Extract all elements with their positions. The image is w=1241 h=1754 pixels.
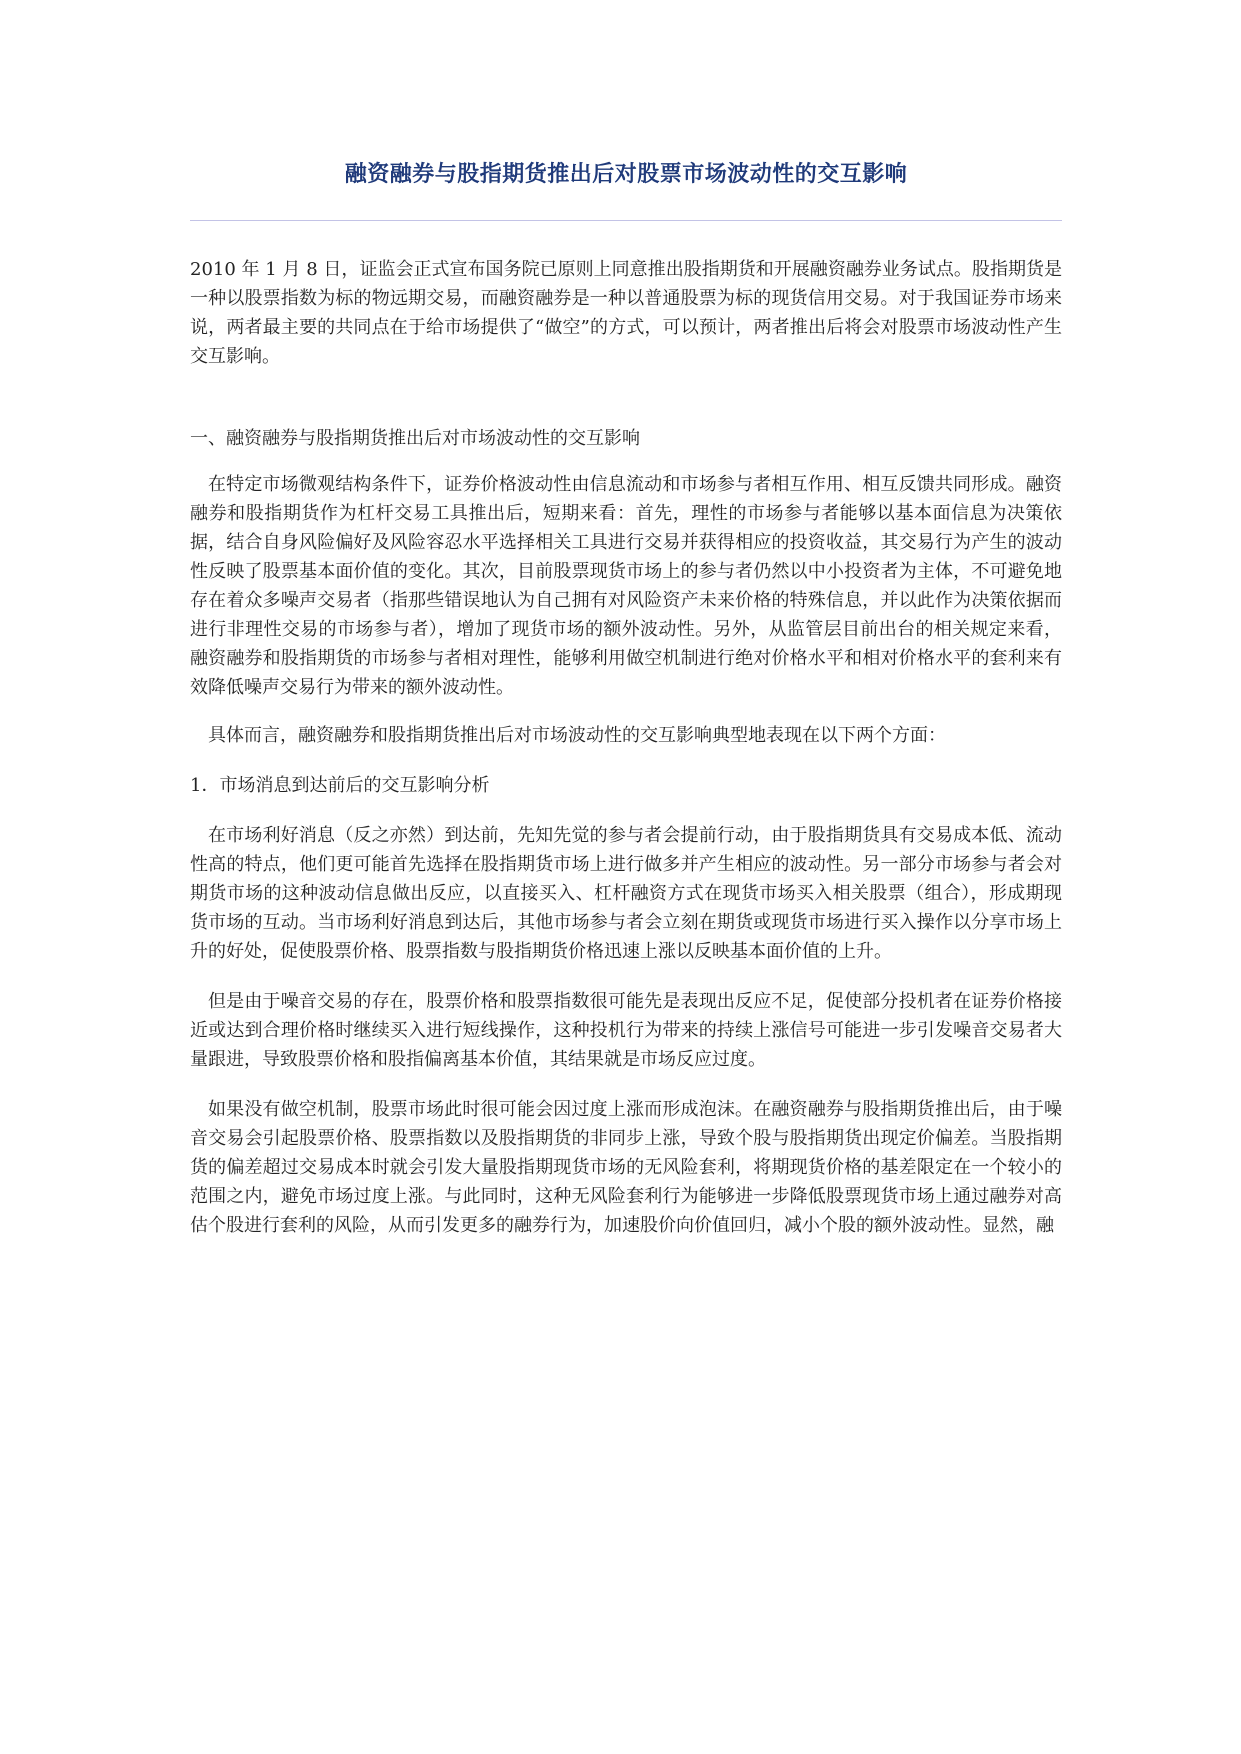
paragraph-before-news: 在市场利好消息（反之亦然）到达前，先知先觉的参与者会提前行动，由于股指期货具有交易成本低、流动性高的特点，他们更可能首先选择在股指期货市场上进行做多并产生相应的波动性。另一部分市场参与者会对期货市场的这种波动信息做出反应，以直接买入、杠杆融资方式在现货市场买入相关股票（组合），形成期现货市场的互动。当市场利好消息到达后，其他市场参与者会立刻在期货或现货市场进行买入操作以分享市场上升的好处，促使股票价格、股票指数与股指期货价格迅速上涨以反映基本面价值的上升。 <box>190 825 1062 962</box>
title-divider <box>190 220 1062 221</box>
paragraph-short-mechanism: 如果没有做空机制，股票市场此时很可能会因过度上涨而形成泡沫。在融资融券与股指期货推出后，由于噪音交易会引起股票价格、股票指数以及股指期货的非同步上涨，导致个股与股指期货出现定价偏差。当股指期货的偏差超过交易成本时就会引发大量股指期现货市场的无风险套利，将期现货价格的基差限定在一个较小的范围之内，避免市场过度上涨。与此同时，这种无风险套利行为能够进一步降低股票现货市场上通过融券对高估个股进行套利的风险，从而引发更多的融券行为，加速股价向价值回归，减小个股的额外波动性。显然，融 <box>190 1099 1062 1236</box>
spacer <box>190 453 1062 470</box>
paragraph-specifically: 具体而言，融资融券和股指期货推出后对市场波动性的交互影响典型地表现在以下两个方面： <box>208 725 946 746</box>
spacer <box>190 750 1062 771</box>
paragraph-microstructure: 在特定市场微观结构条件下，证券价格波动性由信息流动和市场参与者相互作用、相互反馈共同形成。融资融券和股指期货作为杠杆交易工具推出后，短期来看：首先，理性的市场参与者能够以基本面信息为决策依据，结合自身风险偏好及风险容忍水平选择相关工具进行交易并获得相应的投资收益，其交易行为产生的波动性反映了股票基本面价值的变化。其次，目前股票现货市场上的参与者仍然以中小投资者为主体，不可避免地存在着众多噪声交易者（指那些错误地认为自己拥有对风险资产未来价格的特殊信息，并以此作为决策依据而进行非理性交易的市场参与者），增加了现货市场的额外波动性。另外，从监管层目前出台的相关规定来看，融资融券和股指期货的市场参与者相对理性，能够利用做空机制进行绝对价格水平和相对价格水平的套利来有效降低噪声交易行为带来的额外波动性。 <box>190 474 1062 698</box>
spacer <box>190 371 1062 424</box>
paragraph-noise-trading: 但是由于噪音交易的存在，股票价格和股票指数很可能先是表现出反应不足，促使部分投机者在证券价格接近或达到合理价格时继续买入进行短线操作，这种投机行为带来的持续上涨信号可能进一步引发噪音交易者大量跟进，导致股票价格和股指偏离基本价值，其结果就是市场反应过度。 <box>190 991 1062 1070</box>
paragraph-intro: 2010 年 1 月 8 日，证监会正式宣布国务院已原则上同意推出股指期货和开展融资融券业务试点。股指期货是一种以股票指数为标的物远期交易，而融资融券是一种以普通股票为标的现货信用交易。对于我国证券市场来说，两者最主要的共同点在于给市场提供了“做空”的方式，可以预计，两者推出后将会对股票市场波动性产生交互影响。 <box>190 259 1062 367</box>
spacer <box>190 702 1062 721</box>
spacer <box>190 1074 1062 1095</box>
page-title: 融资融券与股指期货推出后对股票市场波动性的交互影响 <box>344 161 908 187</box>
subsection-heading-1: 1．市场消息到达前后的交互影响分析 <box>190 775 490 796</box>
spacer <box>190 966 1062 987</box>
document-body <box>190 255 1062 1240</box>
section-heading-1: 一、融资融券与股指期货推出后对市场波动性的交互影响 <box>190 428 640 449</box>
spacer <box>190 800 1062 821</box>
